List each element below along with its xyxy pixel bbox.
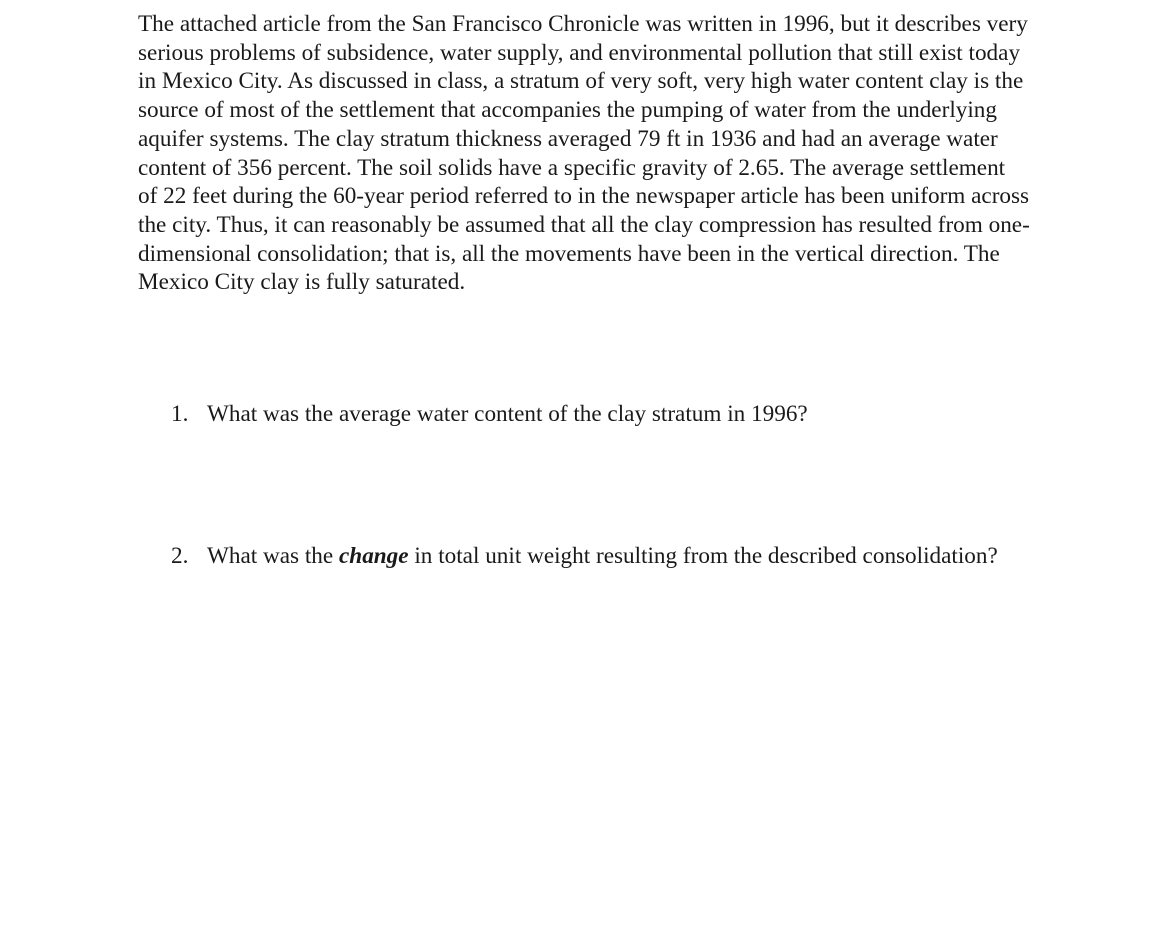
question-text-after: in total unit weight resulting from the described consolidation? [408,543,998,569]
intro-line: serious problems of subsidence, water supply, and environmental pollution that still exist today [138,39,1021,66]
question-text-before: What was the [207,543,339,569]
question-text: What was the average water content of the clay stratum in 1996? [207,401,808,427]
intro-line: in Mexico City. As discussed in class, a stratum of very soft, very high water content clay is the [138,68,1024,95]
intro-line: The attached article from the San Francisco Chronicle was written in 1996, but it describes very [138,11,1028,37]
intro-line: Mexico City clay is fully saturated. [138,269,466,296]
intro-line: source of most of the settlement that accompanies the pumping of water from the underlying [138,97,997,124]
question-number: 1. [171,401,189,427]
question-2 [171,542,998,571]
question-number: 2. [171,543,189,569]
question-1 [171,400,808,429]
intro-line: of 22 feet during the 60-year period referred to in the newspaper article has been uniform across [138,183,1030,210]
intro-paragraph [138,10,1038,297]
intro-line: content of 356 percent. The soil solids have a specific gravity of 2.65. The average settlement [138,154,1006,181]
intro-line: aquifer systems. The clay stratum thickness averaged 79 ft in 1936 and had an average water [138,125,998,152]
intro-line: the city. Thus, it can reasonably be assumed that all the clay compression has resulted from one- [138,211,1030,238]
intro-line: dimensional consolidation; that is, all the movements have been in the vertical direction. The [138,240,1000,267]
question-emphasis: change [339,543,409,569]
